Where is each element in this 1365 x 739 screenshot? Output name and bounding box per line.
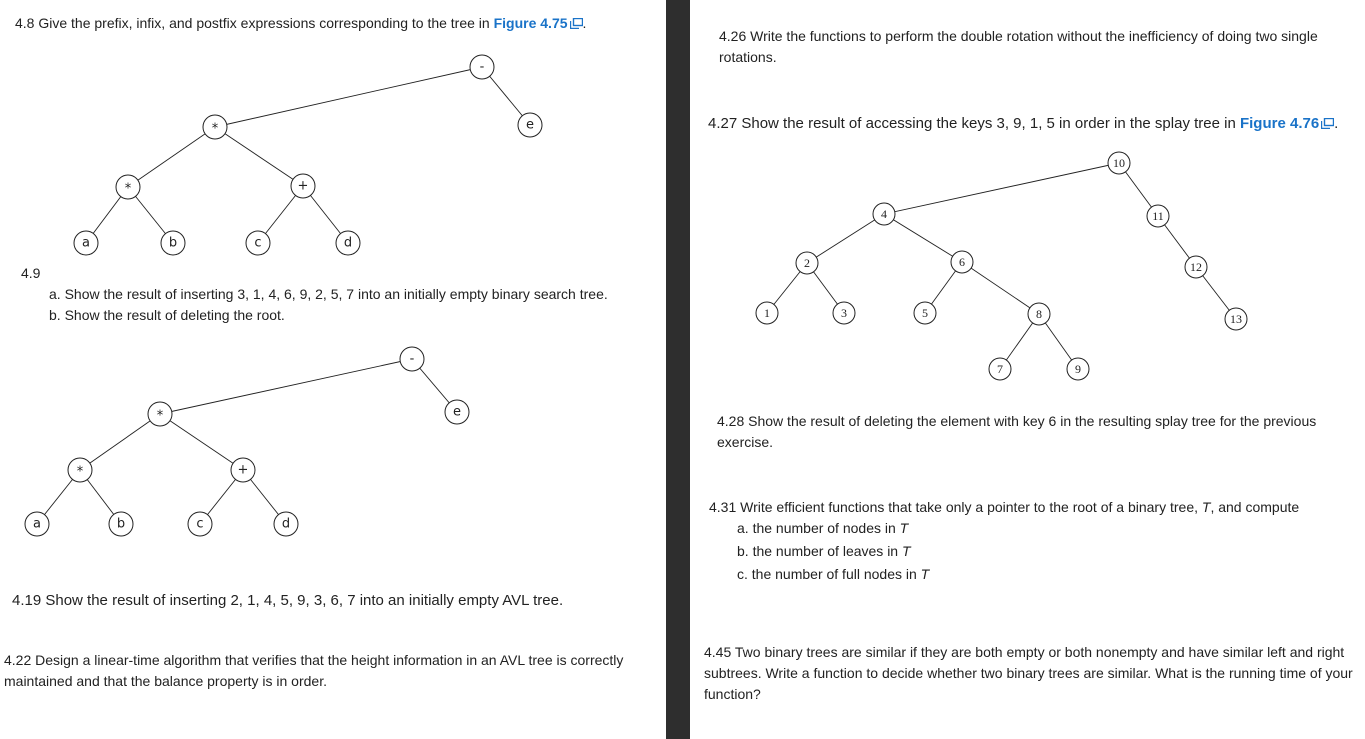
tree-node [1028,303,1050,325]
question-4-31-text: 4.31 Write efficient functions that take only a pointer to the root of a binary tree, T, and compute [709,499,1300,515]
tree-node-label: b [116,516,126,532]
tree-node [1225,308,1247,330]
question-4-31-part-c: c. the number of full nodes in T [737,566,930,582]
tree-node-label: b [168,235,178,251]
tree-node [1108,152,1130,174]
question-4-26: 4.26 Write the functions to perform the double rotation without the inefficiency of doing two single rotations. [719,28,1318,65]
tree-node-label: 4 [881,207,887,221]
tree-node-label: a [33,516,41,532]
tree-node [989,358,1011,380]
tree-node-label: 12 [1190,260,1202,274]
tree-node [1147,205,1169,227]
tree-node-label: 5 [922,306,928,320]
tree-node-label: e [453,404,461,420]
tree-node [796,252,818,274]
tree-node [274,512,298,536]
tree-node [873,203,895,225]
tree-node-label: * [211,121,219,137]
question-4-9-label: 4.9 [21,265,41,281]
splay-tree-figure [690,0,1365,400]
tree-node [914,302,936,324]
pane-divider[interactable] [666,0,690,739]
tree-node-label: a [82,235,90,251]
question-4-22: 4.22 Design a linear-time algorithm that verifies that the height information in an AVL tree is correctly maintained and that the balance property is in order. [4,652,624,689]
tree-node-label: 7 [997,362,1003,376]
tree-node-label: * [156,408,164,424]
tree-node [188,512,212,536]
tree-node-label: * [124,181,132,197]
question-4-28: 4.28 Show the result of deleting the element with key 6 in the resulting splay tree for the previous exercise. [717,413,1317,450]
tree-node [445,400,469,424]
question-4-27-end: . [1334,115,1339,132]
tree-node-label: 9 [1075,362,1081,376]
tree-node [231,458,255,482]
tree-node-label: 1 [764,306,770,320]
tree-node-label: * [76,464,84,480]
figure-4-76-link[interactable]: Figure 4.76 [1239,115,1320,132]
tree-node [25,512,49,536]
question-4-31 [709,497,1299,518]
tree-node [400,347,424,371]
tree-node [1067,358,1089,380]
question-4-31-part-b: b. the number of leaves in T [737,543,911,559]
tree-node-label: 13 [1230,312,1242,326]
question-4-31-part-a: a. the number of nodes in T [737,520,909,536]
right-pane [690,0,1365,739]
question-4-27-text: 4.27 Show the result of accessing the keys 3, 9, 1, 5 in order in the splay tree in [708,115,1240,132]
tree-node [833,302,855,324]
tree-node-label: d [343,235,353,251]
tree-node [109,512,133,536]
question-4-9-part-b: b. Show the result of deleting the root. [49,307,285,323]
tree-node-label: + [237,462,249,478]
tree-node-label: + [297,178,309,194]
tree-node-label: 10 [1113,156,1125,170]
tree-node-label: - [409,351,415,367]
tree-node-label: c [196,516,204,532]
figure-4-75-link[interactable]: Figure 4.75 [493,15,568,31]
tree-node-label: 11 [1152,209,1164,223]
tree-node-label: 6 [959,255,965,269]
tree-node-label: 3 [841,306,847,320]
tree-node-label: 2 [804,256,810,270]
tree-node-label: c [254,235,262,251]
question-4-19: 4.19 Show the result of inserting 2, 1, 4, 5, 9, 3, 6, 7 into an initially empty AVL tree. [12,592,564,609]
tree-node-label: d [281,516,291,532]
expression-tree-figure-2 [0,0,666,545]
question-4-45: 4.45 Two binary trees are similar if they are both empty or both nonempty and have similar left and right subtrees. Write a function to decide whether two binary trees are similar. What is the running time of your function? [704,644,1353,702]
tree-node [951,251,973,273]
question-4-9-part-a: a. Show the result of inserting 3, 1, 4, 6, 9, 2, 5, 7 into an initially empty binary search tree. [49,286,608,302]
tree-node-label: - [479,59,485,75]
tree-node [68,458,92,482]
tree-node [756,302,778,324]
tree-node [148,402,172,426]
question-4-8-end: . [582,15,587,31]
tree-node-label: 8 [1036,307,1042,321]
left-pane [0,0,666,739]
question-4-8-text: 4.8 Give the prefix, infix, and postfix expressions corresponding to the tree in [15,15,494,31]
tree-node [1185,256,1207,278]
tree-node-label: e [526,117,534,133]
